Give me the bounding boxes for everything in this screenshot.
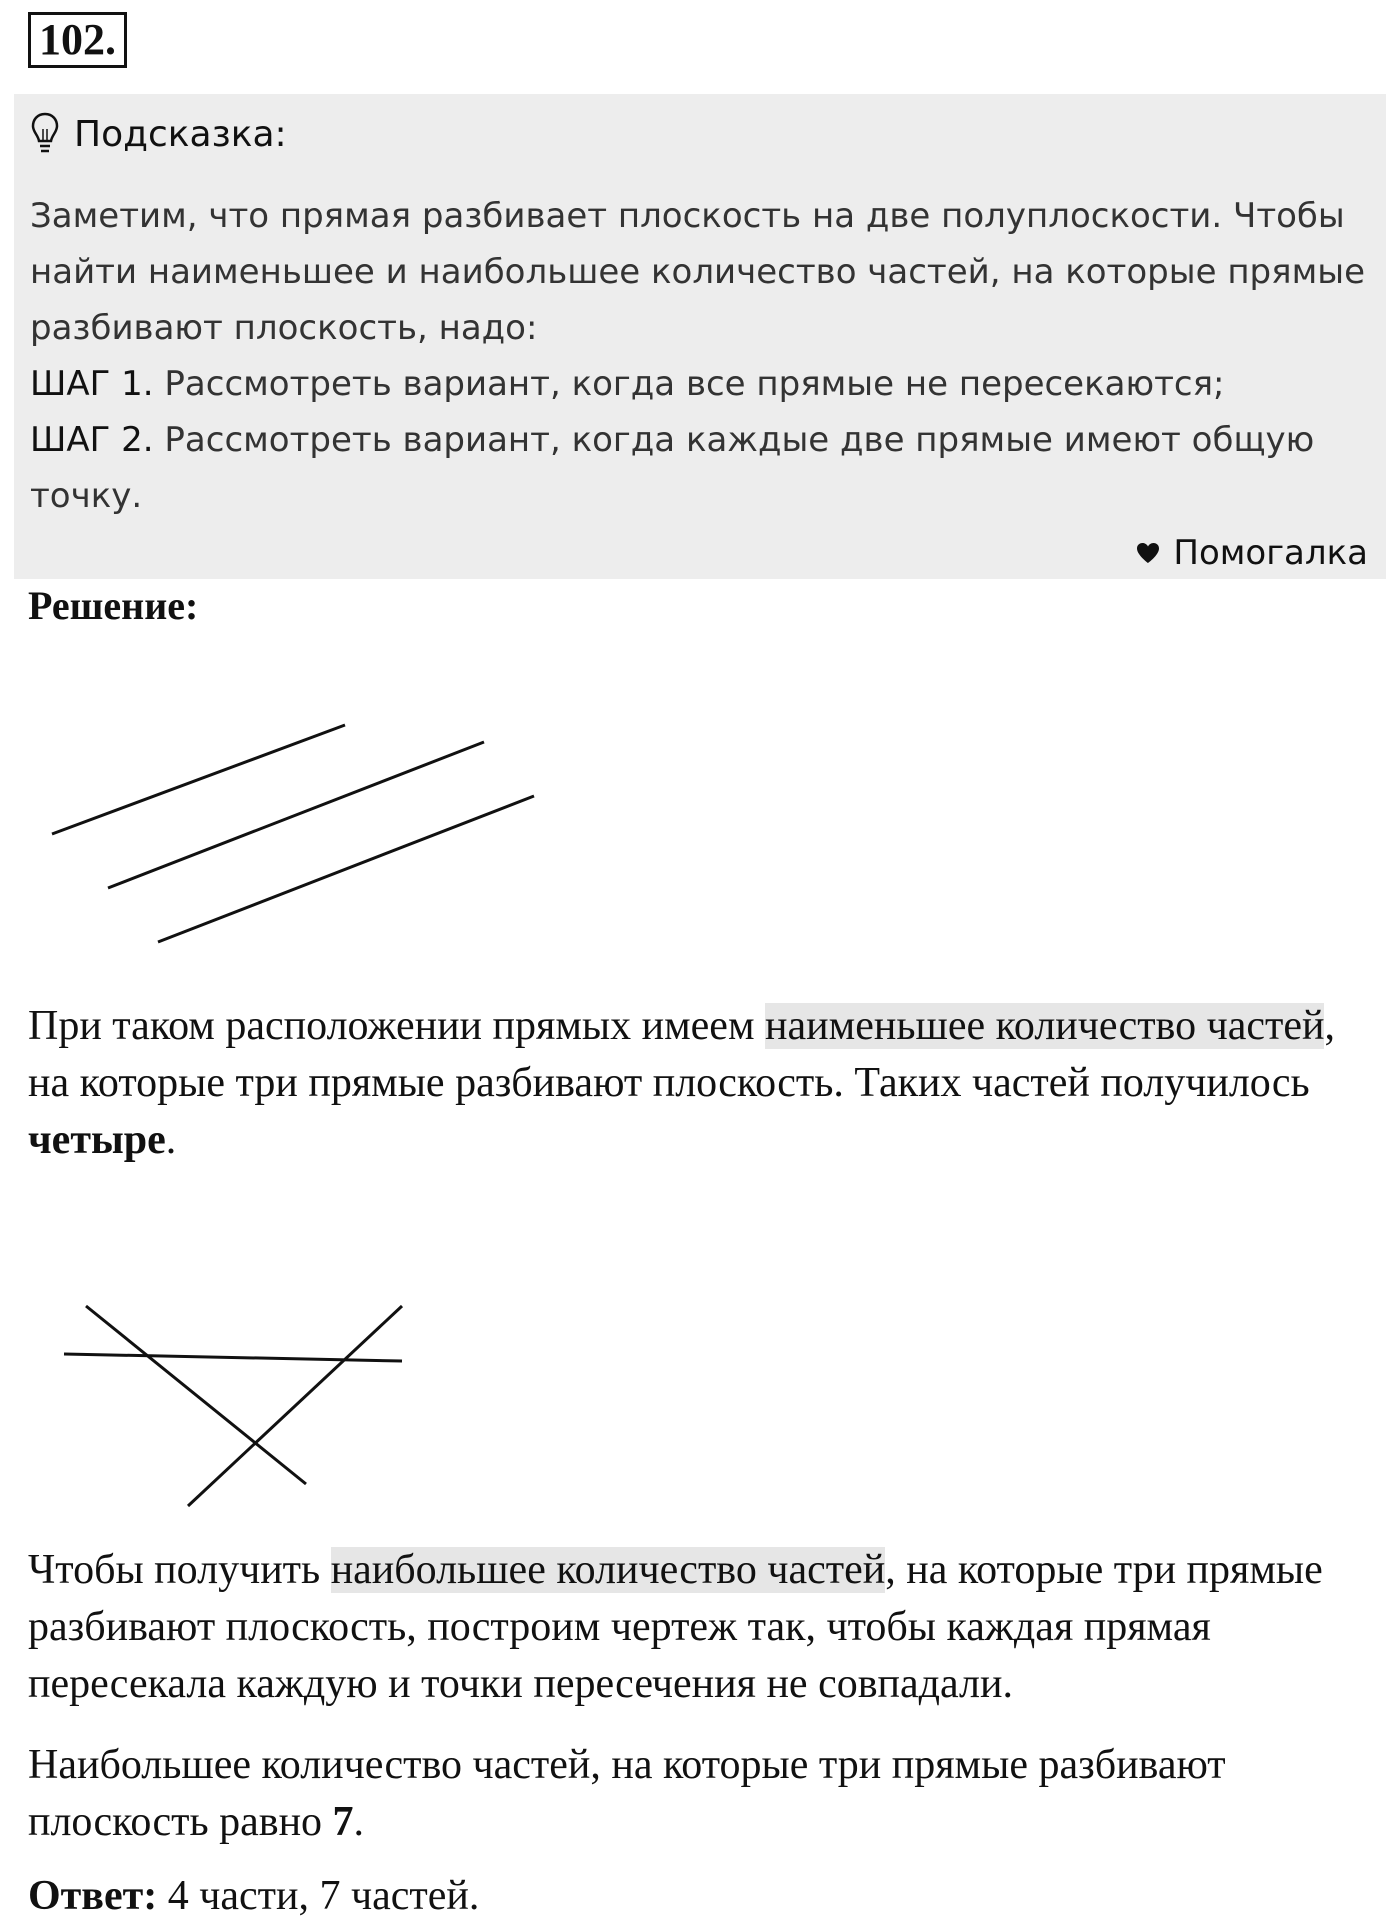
paragraph-max-highlight: наибольшее количество частей: [330, 1547, 886, 1593]
lightbulb-icon: [30, 111, 60, 157]
parallel-lines-figure: [0, 700, 1400, 960]
paragraph-max: [28, 1542, 1378, 1713]
heart-icon: [1135, 541, 1161, 565]
hint-header: [30, 104, 287, 164]
parallel-line-3: [158, 796, 534, 942]
intersecting-line-2: [86, 1306, 306, 1484]
paragraph-result-part1: Наибольшее количество частей, на которые три прямые разбивают плоскость равно: [28, 1742, 1226, 1845]
hint-step-1-text: Рассмотреть вариант, когда все прямые не пересекаются;: [153, 364, 1225, 404]
hint-box: [14, 94, 1386, 579]
paragraph-max-part1: Чтобы получить: [28, 1547, 331, 1593]
brand-link[interactable]: [1135, 533, 1368, 573]
hint-step-2-text: Рассмотреть вариант, когда каждые две прямые имеют общую точку.: [30, 420, 1315, 516]
hint-step-2: [30, 412, 1370, 524]
hint-title: Подсказка:: [74, 113, 287, 155]
task-number: 102.: [28, 12, 127, 68]
hint-text: [30, 188, 1370, 524]
paragraph-min-part1: При таком расположении прямых имеем: [28, 1003, 766, 1049]
solution-title: Решение:: [28, 583, 199, 628]
hint-step-1: [30, 356, 1370, 412]
hint-intro: Заметим, что прямая разбивает плоскость на две полуплоскости. Чтобы найти наименьшее и наибольшее количество частей, на которые прямые разбивают плоскость, надо:: [30, 196, 1365, 348]
paragraph-min-part2: , на которые три прямые разбивают плоскость. Таких частей получилось: [28, 1003, 1335, 1106]
paragraph-result-part2: .: [353, 1799, 365, 1845]
paragraph-result: [28, 1737, 1378, 1851]
answer-label: Ответ:: [28, 1873, 158, 1919]
answer-line: [28, 1868, 1378, 1925]
paragraph-min-highlight: наименьшее количество частей: [765, 1003, 1325, 1049]
answer-text: 4 части, 7 частей.: [157, 1873, 480, 1919]
brand-label: Помогалка: [1173, 533, 1368, 573]
parallel-line-1: [52, 725, 345, 834]
paragraph-min-part3: .: [165, 1117, 177, 1163]
parallel-line-2: [108, 742, 484, 888]
paragraph-min: [28, 998, 1378, 1169]
paragraph-result-bold: 7: [332, 1799, 354, 1845]
hint-step-2-label: ШАГ 2.: [30, 420, 154, 460]
paragraph-min-bold: четыре: [28, 1117, 166, 1163]
hint-step-1-label: ШАГ 1.: [30, 364, 154, 404]
intersecting-lines-figure: [0, 1290, 1400, 1530]
paragraph-max-part2: , на которые три прямые разбивают плоскость, построим чертеж так, чтобы каждая прямая пересекала каждую и точки пересечения не совпадали.: [28, 1547, 1323, 1707]
